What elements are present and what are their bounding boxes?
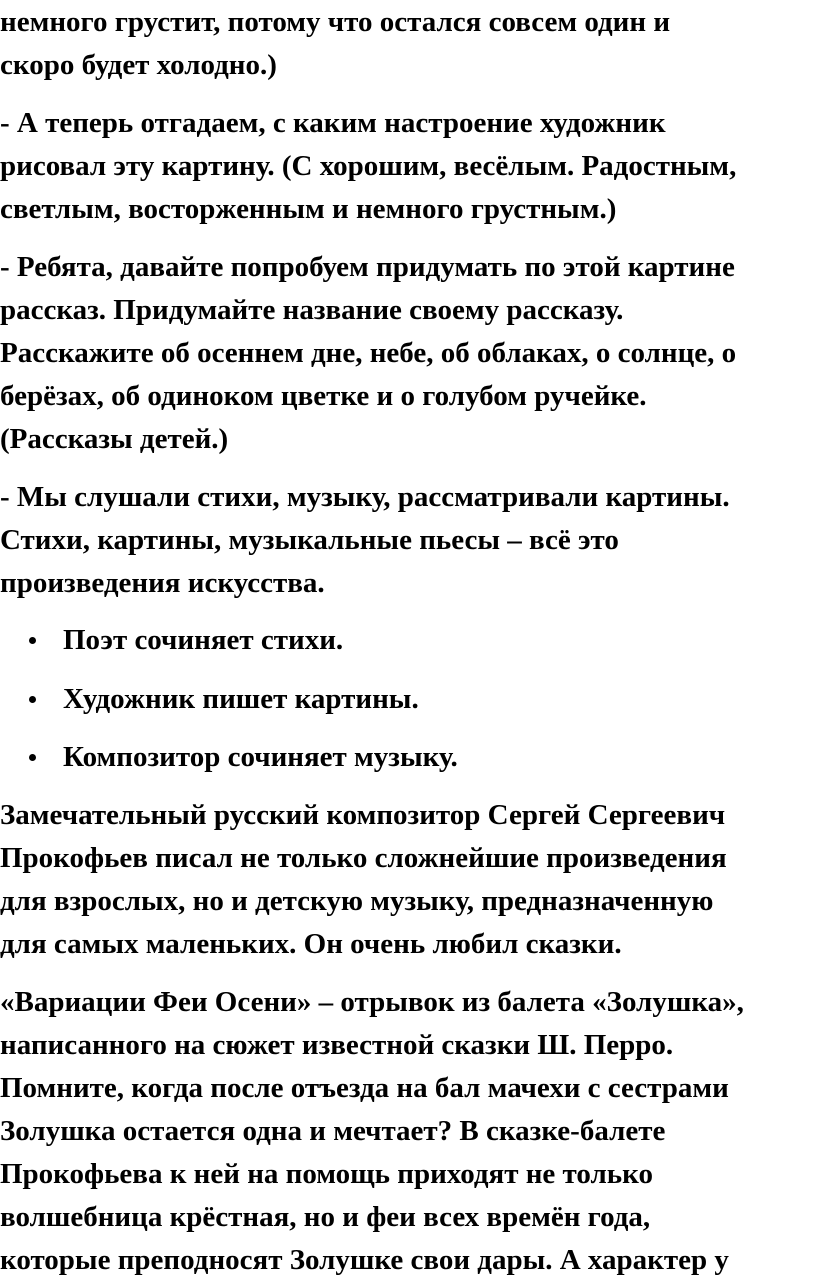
- bullet-icon: [29, 637, 36, 644]
- paragraph-2-line-1: - А теперь отгадаем, с каким настроение художник: [0, 107, 666, 139]
- bullet-icon: [29, 696, 36, 703]
- paragraph-6-line-7: которые преподносят Золушке свои дары. А характер у: [0, 1244, 729, 1276]
- paragraph-3-line-2: рассказ. Придумайте название своему рассказу.: [0, 294, 624, 326]
- paragraph-1-line-2: скоро будет холодно.): [0, 49, 277, 81]
- list-item: [0, 737, 816, 777]
- bullet-icon: [29, 754, 36, 761]
- paragraph-5-line-3: для взрослых, но и детскую музыку, предназначенную: [0, 885, 714, 917]
- paragraph-6-line-6: волшебница крёстная, но и феи всех времён года,: [0, 1201, 651, 1233]
- paragraph-6-line-1: «Вариации Феи Осени» – отрывок из балета «Золушка»,: [0, 986, 744, 1018]
- paragraph-4-line-3: произведения искусства.: [0, 567, 325, 599]
- paragraph-5-line-1: Замечательный русский композитор Сергей Сергеевич: [0, 799, 726, 831]
- paragraph-3-line-1: - Ребята, давайте попробуем придумать по этой картине: [0, 251, 735, 283]
- paragraph-3-line-5: (Рассказы детей.): [0, 423, 229, 455]
- list-item-text: Художник пишет картины.: [63, 683, 419, 715]
- paragraph-3-line-4: берёзах, об одиноком цветке и о голубом ручейке.: [0, 380, 647, 412]
- paragraph-2-line-2: рисовал эту картину. (С хорошим, весёлым. Радостным,: [0, 150, 737, 182]
- paragraph-6-line-3: Помните, когда после отъезда на бал мачехи с сестрами: [0, 1072, 729, 1104]
- paragraph-4-line-1: - Мы слушали стихи, музыку, рассматривали картины.: [0, 481, 730, 513]
- paragraph-3-line-3: Расскажите об осеннем дне, небе, об облаках, о солнце, о: [0, 337, 737, 369]
- paragraph-6-line-5: Прокофьева к ней на помощь приходят не только: [0, 1158, 653, 1190]
- paragraph-2-line-3: светлым, восторженным и немного грустным.): [0, 193, 617, 225]
- paragraph-4-line-2: Стихи, картины, музыкальные пьесы – всё это: [0, 524, 619, 556]
- paragraph-6-line-2: написанного на сюжет известной сказки Ш. Перро.: [0, 1029, 674, 1061]
- paragraph-6-line-4: Золушка остается одна и мечтает? В сказке-балете: [0, 1115, 666, 1147]
- list-item: [0, 620, 816, 660]
- list-item: [0, 679, 816, 719]
- list-item-text: Композитор сочиняет музыку.: [63, 741, 458, 773]
- paragraph-5-line-4: для самых маленьких. Он очень любил сказки.: [0, 928, 622, 960]
- paragraph-1-line-1: немного грустит, потому что остался совсем один и: [0, 6, 671, 38]
- list-item-text: Поэт сочиняет стихи.: [63, 624, 344, 656]
- paragraph-5-line-2: Прокофьев писал не только сложнейшие произведения: [0, 842, 727, 874]
